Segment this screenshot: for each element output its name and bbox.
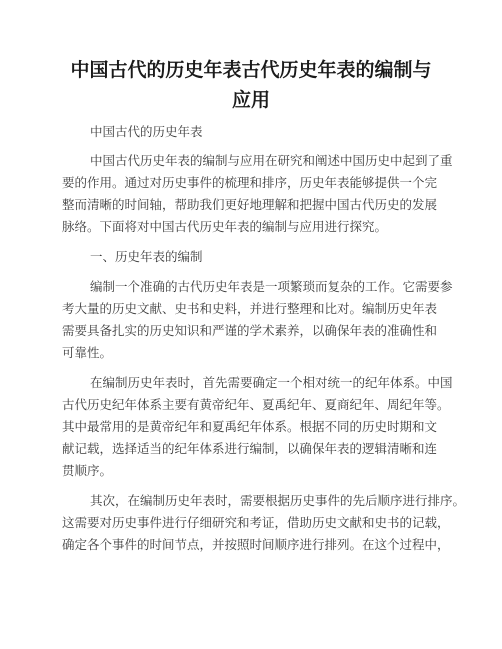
text-line: 贯顺序。 [62, 463, 113, 478]
text-line: 需要具备扎实的历史知识和严谨的学术素养，以确保年表的准确性和 [62, 323, 438, 338]
text-line: 整而清晰的时间轴，帮助我们更好地理解和把握中国古代历史的发展 [62, 197, 438, 212]
title-line-1: 中国古代的历史年表古代历史年表的编制与 [70, 59, 432, 81]
text-line: 考大量的历史文献、史书和史料，并进行整理和比对。编制历史年表 [62, 301, 438, 316]
title-line-2: 应用 [231, 89, 270, 111]
subtitle: 中国古代的历史年表 [90, 124, 203, 139]
document-title [40, 55, 462, 115]
text-line: 编制一个准确的古代历史年表是一项繁琐而复杂的工作。它需要参 [90, 279, 453, 294]
text-line: 其中最常用的是黄帝纪年和夏禹纪年体系。根据不同的历史时期和文 [62, 419, 438, 434]
text-line: 确定各个事件的时间节点，并按照时间顺序进行排列。在这个过程中， [62, 537, 450, 552]
text-line: 献记载，选择适当的纪年体系进行编制，以确保年表的逻辑清晰和连 [62, 441, 438, 456]
text-line: 要的作用。通过对历史事件的梳理和排序，历史年表能够提供一个完 [62, 175, 438, 190]
text-line: 这需要对历史事件进行仔细研究和考证，借助历史文献和史书的记载， [62, 515, 450, 530]
text-line: 其次，在编制历史年表时，需要根据历史事件的先后顺序进行排序。 [90, 493, 466, 508]
section-heading: 一、历史年表的编制 [90, 249, 203, 264]
text-line: 可靠性。 [62, 345, 113, 360]
text-line: 在编制历史年表时，首先需要确定一个相对统一的纪年体系。中国 [90, 375, 453, 390]
text-line: 古代历史纪年体系主要有黄帝纪年、夏禹纪年、夏商纪年、周纪年等。 [62, 397, 450, 412]
text-line: 中国古代历史年表的编制与应用在研究和阐述中国历史中起到了重 [90, 153, 453, 168]
text-line: 脉络。下面将对中国古代历史年表的编制与应用进行探究。 [62, 219, 388, 234]
